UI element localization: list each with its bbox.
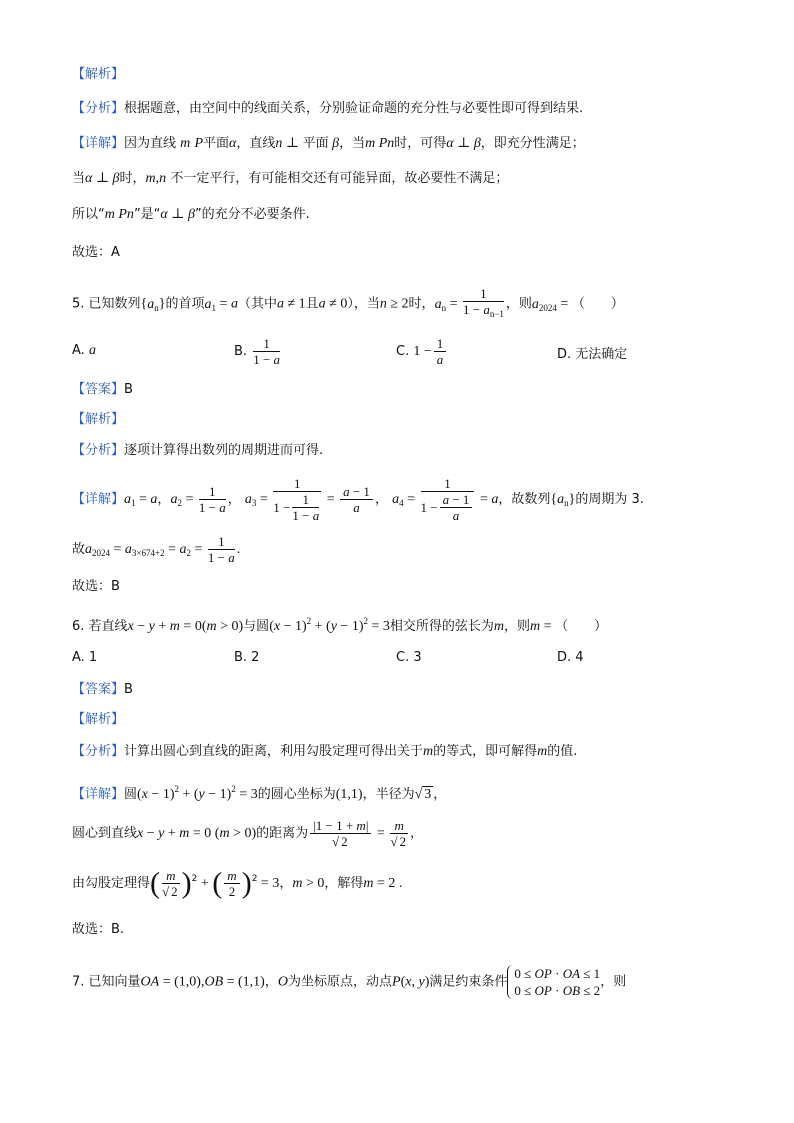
analysis-line-q6: 【分析】计算出圆心到直线的距离，利用勾股定理可得出关于m的等式，即可解得m的值. bbox=[72, 744, 578, 759]
detail-line-q6-3: 由勾股定理得( $\frac{m}{√ 2}$ )$^2$ + ( $\frac{m}{2}$ )$^2$ = 3，m > 0，解得m = 2 . bbox=[72, 866, 403, 900]
detail-label: 【详解】 bbox=[72, 136, 125, 151]
text-fragment: 6. 若直线 bbox=[72, 619, 128, 634]
text-fragment: ， bbox=[279, 876, 293, 891]
analysis-text: 逐项计算得出数列的周期进而可得. bbox=[124, 443, 324, 458]
q6-option-a: A. 1 bbox=[72, 650, 98, 665]
text-fragment: ，直线 bbox=[236, 136, 276, 151]
analysis-label: 【分析】 bbox=[72, 744, 125, 759]
text-fragment: ， bbox=[227, 492, 241, 507]
answer-label: 【答案】 bbox=[72, 682, 125, 697]
text-fragment: 的值. bbox=[547, 744, 578, 759]
text-fragment: 不一定平行，有可能相交还有可能异面，故必要性不满足； bbox=[170, 171, 509, 186]
q5-option-d bbox=[557, 343, 627, 362]
detail-label: 【详解】 bbox=[72, 492, 125, 507]
q6-option-c: C. 3 bbox=[396, 650, 422, 665]
text-fragment: 因为直线 bbox=[124, 136, 177, 151]
text-fragment: 故 bbox=[72, 542, 86, 557]
q5-option-b: B. $\frac{1}{1 - a}$ bbox=[234, 336, 281, 367]
section-heading-analysis: 【解析】 bbox=[72, 712, 125, 727]
text-fragment: 满足约束条件 bbox=[429, 974, 508, 990]
constraint-system: 0 ≤ OP · OA ≤ 1 0 ≤ OP · OB ≤ 2 bbox=[507, 965, 600, 999]
text-fragment: 时， bbox=[119, 171, 146, 186]
text-fragment: ），当 bbox=[347, 296, 380, 312]
text-fragment: 7. 已知向量 bbox=[72, 974, 141, 990]
text-fragment: 平面 bbox=[203, 136, 230, 151]
analysis-line bbox=[72, 100, 583, 118]
text-fragment: ，当 bbox=[339, 136, 366, 151]
detail-line-q5-2: 故$a_{2024} = a_{3\times 674+2} = a_2$ = $\frac{1}{1 - a}$ . bbox=[72, 534, 241, 565]
answer-line-q6 bbox=[72, 681, 133, 699]
detail-label: 【详解】 bbox=[72, 787, 125, 802]
choose-answer-a: 故选：A bbox=[72, 245, 120, 260]
text-fragment: 平面 bbox=[302, 136, 329, 151]
analysis-label: 【分析】 bbox=[72, 443, 125, 458]
q5-option-a: A. a bbox=[72, 343, 96, 358]
analysis-line-q5 bbox=[72, 442, 323, 460]
detail-line-q4-2: 当α ⊥ β时，m,n 不一定平行，有可能相交还有可能异面，故必要性不满足； bbox=[72, 171, 509, 186]
analysis-label: 【分析】 bbox=[72, 101, 125, 116]
detail-line-q4-1: 【详解】因为直线 m P平面α，直线n ⊥ 平面 β，当m Pn时，可得α ⊥ β，即充分性满足； bbox=[72, 136, 585, 151]
text-fragment: 为坐标原点，动点 bbox=[288, 974, 393, 990]
text-fragment: 与圆 bbox=[243, 619, 270, 634]
text-fragment: ，则 bbox=[505, 296, 532, 312]
text-fragment: （ ） bbox=[571, 296, 624, 312]
text-fragment: ，则 bbox=[600, 974, 627, 990]
text-fragment: ， bbox=[157, 492, 171, 507]
q6-option-b: B. 2 bbox=[234, 650, 260, 665]
text-fragment: ， bbox=[409, 826, 423, 841]
text-fragment: ， bbox=[433, 787, 447, 802]
answer-label: 【答案】 bbox=[72, 382, 125, 397]
text-fragment: 的等式，即可解得 bbox=[433, 744, 538, 759]
question-7-stem: 7. 已知向量OA = (1,0),OB = (1,1)，O为坐标原点，动点P(x, y)满足约束条件 0 ≤ OP · OA ≤ 1 0 ≤ OP · OB ≤ 2 ，则 bbox=[72, 966, 627, 998]
q6-option-d: D. 4 bbox=[557, 650, 584, 665]
detail-line-q5-1: 【详解】$a_1 = a$，$a_2$ = $\frac{1}{1 - a}$ ， $a_3$ = 1 1 − $\frac{1}{1 - a}$ = $\frac{a - 1}{a}$ ， $a_4$ = 1 1 − $\frac{a - 1}{a}$ = a，故数列$\{a_n\}$的周期为 3. bbox=[72, 476, 644, 523]
option-label: D. bbox=[557, 347, 572, 362]
text-fragment: ”的充分不必要条件. bbox=[194, 207, 310, 222]
option-label: C. bbox=[396, 344, 410, 359]
answer-value: B bbox=[124, 682, 133, 697]
detail-line-q6-1: 【详解】圆$(x - 1)^2 + (y - 1)^2 = 3$的圆心坐标为(1,1)，半径为√ 3 ， bbox=[72, 784, 447, 802]
answer-value: B bbox=[124, 382, 133, 397]
text-fragment: ，解得 bbox=[324, 876, 364, 891]
option-label: B. bbox=[234, 344, 248, 359]
text-fragment: ， bbox=[264, 974, 278, 990]
answer-line-q5 bbox=[72, 381, 133, 399]
text-fragment: 计算出圆心到直线的距离，利用勾股定理可得出关于 bbox=[124, 744, 424, 759]
text-fragment: 5. 已知数列 bbox=[72, 296, 141, 312]
text-fragment: ，半径为 bbox=[362, 787, 415, 802]
text-fragment: 所以“ bbox=[72, 207, 105, 222]
text-fragment: 的圆心坐标为 bbox=[257, 787, 336, 802]
detail-line-q4-3: 所以“m Pn”是“α ⊥ β”的充分不必要条件. bbox=[72, 207, 310, 222]
choose-answer-b: 故选：B bbox=[72, 579, 120, 594]
text-fragment: 由勾股定理得 bbox=[72, 876, 151, 891]
analysis-text: 根据题意，由空间中的线面关系，分别验证命题的充分性与必要性即可得到结果. bbox=[124, 101, 584, 116]
text-fragment: ， bbox=[374, 492, 388, 507]
text-fragment: ，即充分性满足； bbox=[480, 136, 585, 151]
text-fragment: 时，可得 bbox=[394, 136, 447, 151]
question-5-stem: 5. 已知数列$\{a_n\}$的首项$a_1 = a$（其中a ≠ 1且a ≠ 0），当n ≥ 2时，$a_n$ = $\frac{1}{1 - a_{n-1}}$ ，则$a_{2024}$ = （ ） bbox=[72, 286, 624, 319]
text-fragment: 相交所得的弦长为 bbox=[389, 619, 494, 634]
text-fragment: 圆 bbox=[124, 787, 138, 802]
text-fragment: 且 bbox=[305, 296, 319, 312]
section-heading-analysis: 【解析】 bbox=[72, 412, 125, 427]
text-fragment: 圆心到直线 bbox=[72, 826, 138, 841]
text-fragment: ，则 bbox=[504, 619, 531, 634]
text-fragment: 的首项 bbox=[165, 296, 205, 312]
text-fragment: ，故数列 bbox=[498, 492, 551, 507]
text-fragment: （其中 bbox=[237, 296, 277, 312]
q5-option-c: C. 1 − $\frac{1}{a}$ bbox=[396, 336, 448, 367]
text-fragment: ”是“ bbox=[133, 207, 161, 222]
text-fragment: 的周期为 3. bbox=[575, 492, 644, 507]
choose-answer-b: 故选：B. bbox=[72, 922, 125, 937]
text-fragment: 的距离为 bbox=[256, 826, 309, 841]
option-text: 无法确定 bbox=[575, 347, 628, 362]
detail-line-q6-2: 圆心到直线x − y + m = 0 (m > 0)的距离为 $\frac{|1 - 1 + m|}{√ 2}$ = $\frac{m}{√ 2}$ ， bbox=[72, 818, 423, 849]
text-fragment: （ ） bbox=[555, 619, 608, 634]
text-fragment: 时， bbox=[408, 296, 435, 312]
text-fragment: 当 bbox=[72, 171, 86, 186]
question-6-stem: 6. 若直线x − y + m = 0(m > 0)与圆$(x - 1)^2 + (y - 1)^2 = 3$相交所得的弦长为m，则m = （ ） bbox=[72, 616, 608, 634]
option-label: A. bbox=[72, 343, 85, 358]
section-heading-analysis: 【解析】 bbox=[72, 67, 125, 82]
